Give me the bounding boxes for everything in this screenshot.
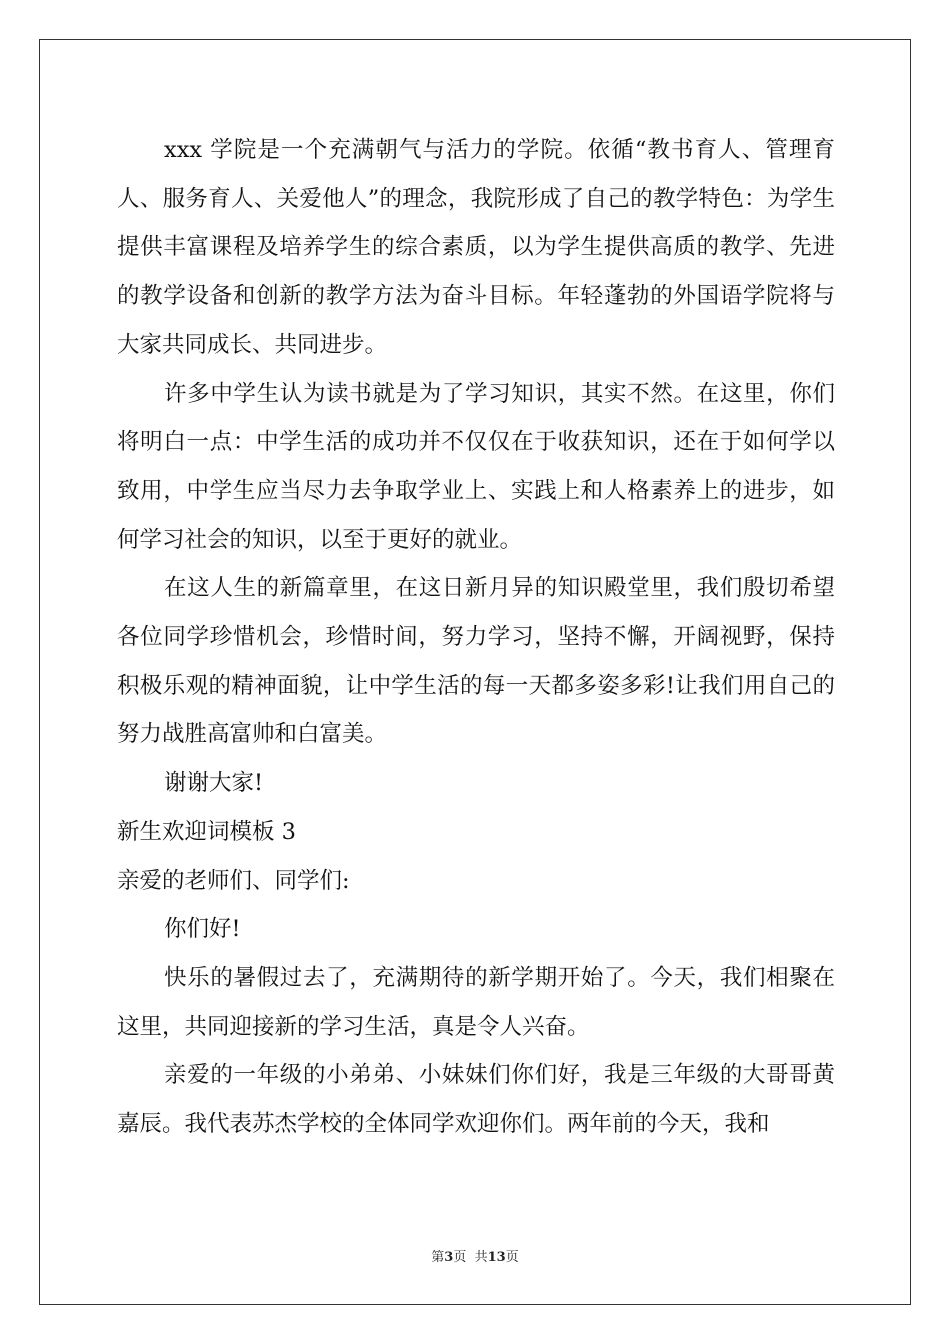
section-heading: 新生欢迎词模板 3 — [117, 818, 296, 845]
paragraph-1: xxx 学院是一个充满朝气与活力的学院。依循“教书育人、管理育人、服务育人、关爱他人”的理念，我院形成了自己的教学特色：为学生提供丰富课程及培养学生的综合素质，以为学生提供高质的教学、先进的教学设备和创新的教学方法为奋斗目标。年轻蓬勃的外国语学院将与大家共同成长、共同进步。 — [117, 137, 835, 358]
footer-prefix: 第 — [431, 1250, 445, 1265]
document-body — [117, 126, 835, 1149]
salutation: 亲爱的老师们、同学们: — [117, 867, 350, 894]
paragraph-thanks: 谢谢大家! — [164, 770, 264, 797]
footer-suffix: 页 — [505, 1250, 519, 1265]
paragraph-2: 许多中学生认为读书就是为了学习知识，其实不然。在这里，你们将明白一点：中学生活的成功并不仅仅在于收获知识，还在于如何学以致用，中学生应当尽力去争取学业上、实践上和人格素养上的进步，如何学习社会的知识，以至于更好的就业。 — [117, 380, 835, 553]
footer-current-page: 3 — [444, 1250, 454, 1265]
paragraph-5: 亲爱的一年级的小弟弟、小妹妹们你们好，我是三年级的大哥哥黄嘉辰。我代表苏杰学校的全体同学欢迎你们。两年前的今天，我和 — [117, 1062, 835, 1138]
page-footer — [0, 1246, 950, 1265]
greeting: 你们好! — [164, 916, 241, 943]
paragraph-4: 快乐的暑假过去了，充满期待的新学期开始了。今天，我们相聚在这里，共同迎接新的学习生活，真是令人兴奋。 — [117, 964, 835, 1040]
footer-middle: 页 共 — [453, 1250, 488, 1265]
paragraph-3: 在这人生的新篇章里，在这日新月异的知识殿堂里，我们殷切希望各位同学珍惜机会，珍惜时间，努力学习，坚持不懈，开阔视野，保持积极乐观的精神面貌，让中学生活的每一天都多姿多彩!让我们用自己的努力战胜高富帅和白富美。 — [117, 575, 835, 748]
footer-total-pages: 13 — [487, 1250, 506, 1265]
